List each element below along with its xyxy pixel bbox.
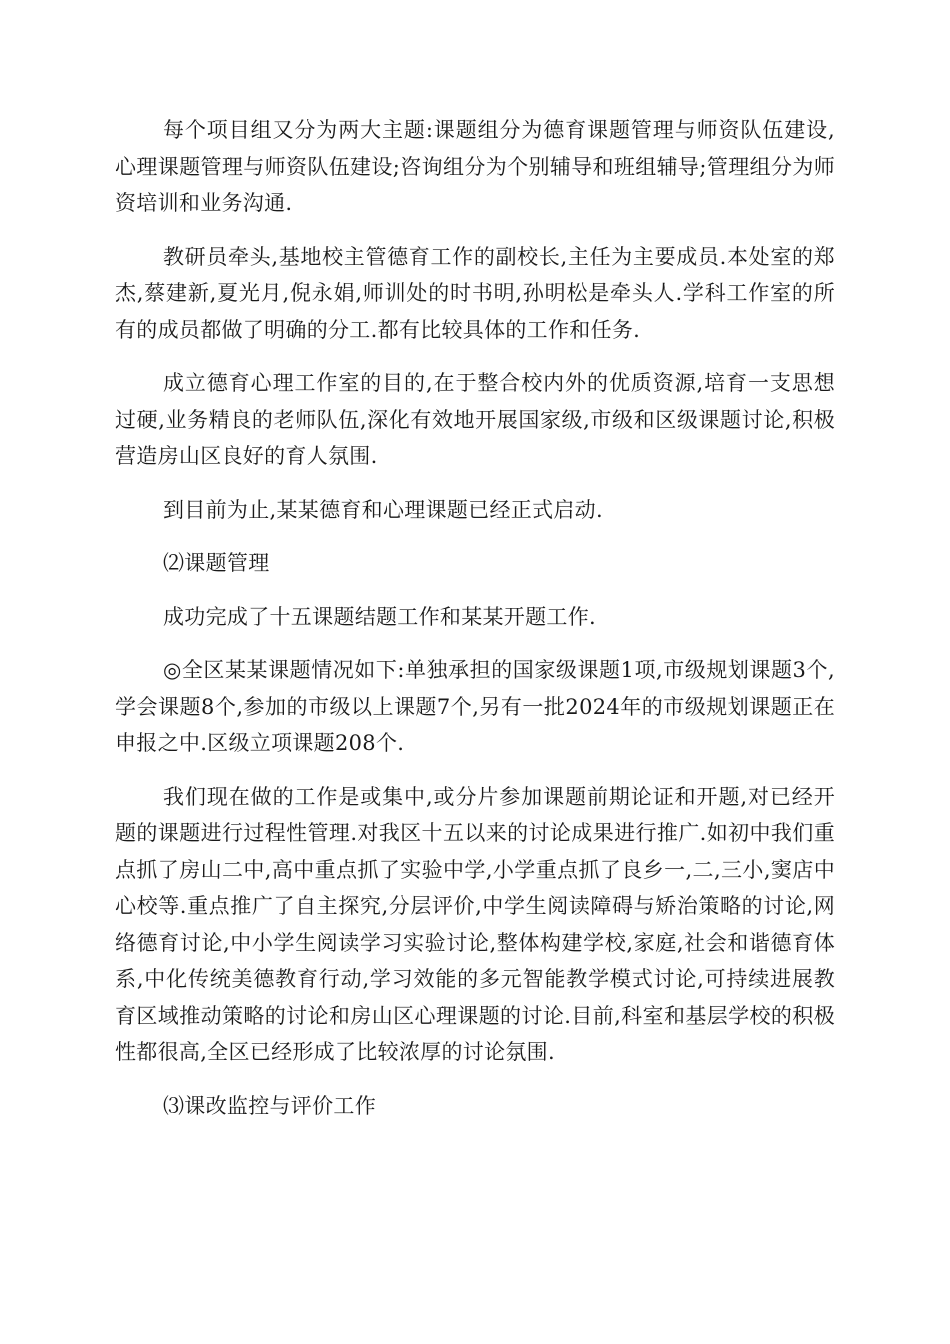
section-heading-monitoring-evaluation: ⑶课改监控与评价工作: [163, 1093, 376, 1118]
document-body: [115, 112, 835, 1141]
section-heading-topic-management: ⑵课题管理: [163, 551, 270, 575]
paragraph-launch-status: 到目前为止,某某德育和心理课题已经正式启动.: [163, 497, 603, 522]
paragraph-current-work: 我们现在做的工作是或集中,或分片参加课题前期论证和开题,对已经开题的课题进行过程性管理.对我区十五以来的讨论成果进行推广.如初中我们重点抓了房山二中,高中重点抓了实验中学,小学重点抓了良乡一,二,三小,窦店中心校等.重点推广了自主探究,分层评价,中学生阅读障碍与矫治策略的讨论,网络德育讨论,中小学生阅读学习实验讨论,整体构建学校,家庭,社会和谐德育体系,中化传统美德教育行动,学习效能的多元智能教学模式讨论,可持续进展教育区域推动策略的讨论和房山区心理课题的讨论.目前,科室和基层学校的积极性都很高,全区已经形成了比较浓厚的讨论氛围.: [115, 784, 835, 1064]
paragraph-topic-statistics: ◎全区某某课题情况如下:单独承担的国家级课题1项,市级规划课题3个,学会课题8个,参加的市级以上课题7个,另有一批2024年的市级规划课题正在申报之中.区级立项课题208个.: [115, 658, 835, 755]
paragraph-project-groups: 每个项目组又分为两大主题:课题组分为德育课题管理与师资队伍建设,心理课题管理与师资队伍建设;咨询组分为个别辅导和班组辅导;管理组分为师资培训和业务沟通.: [115, 118, 835, 215]
paragraph-team-members: 教研员牵头,基地校主管德育工作的副校长,主任为主要成员.本处室的郑杰,蔡建新,夏光月,倪永娟,师训处的时书明,孙明松是牵头人.学科工作室的所有的成员都做了明确的分工.都有比较具体的工作和任务.: [115, 244, 835, 342]
paragraph-purpose: 成立德育心理工作室的目的,在于整合校内外的优质资源,培育一支思想过硬,业务精良的老师队伍,深化有效地开展国家级,市级和区级课题讨论,积极营造房山区良好的育人氛围.: [115, 371, 835, 468]
paragraph-completed-work: 成功完成了十五课题结题工作和某某开题工作.: [163, 604, 596, 629]
